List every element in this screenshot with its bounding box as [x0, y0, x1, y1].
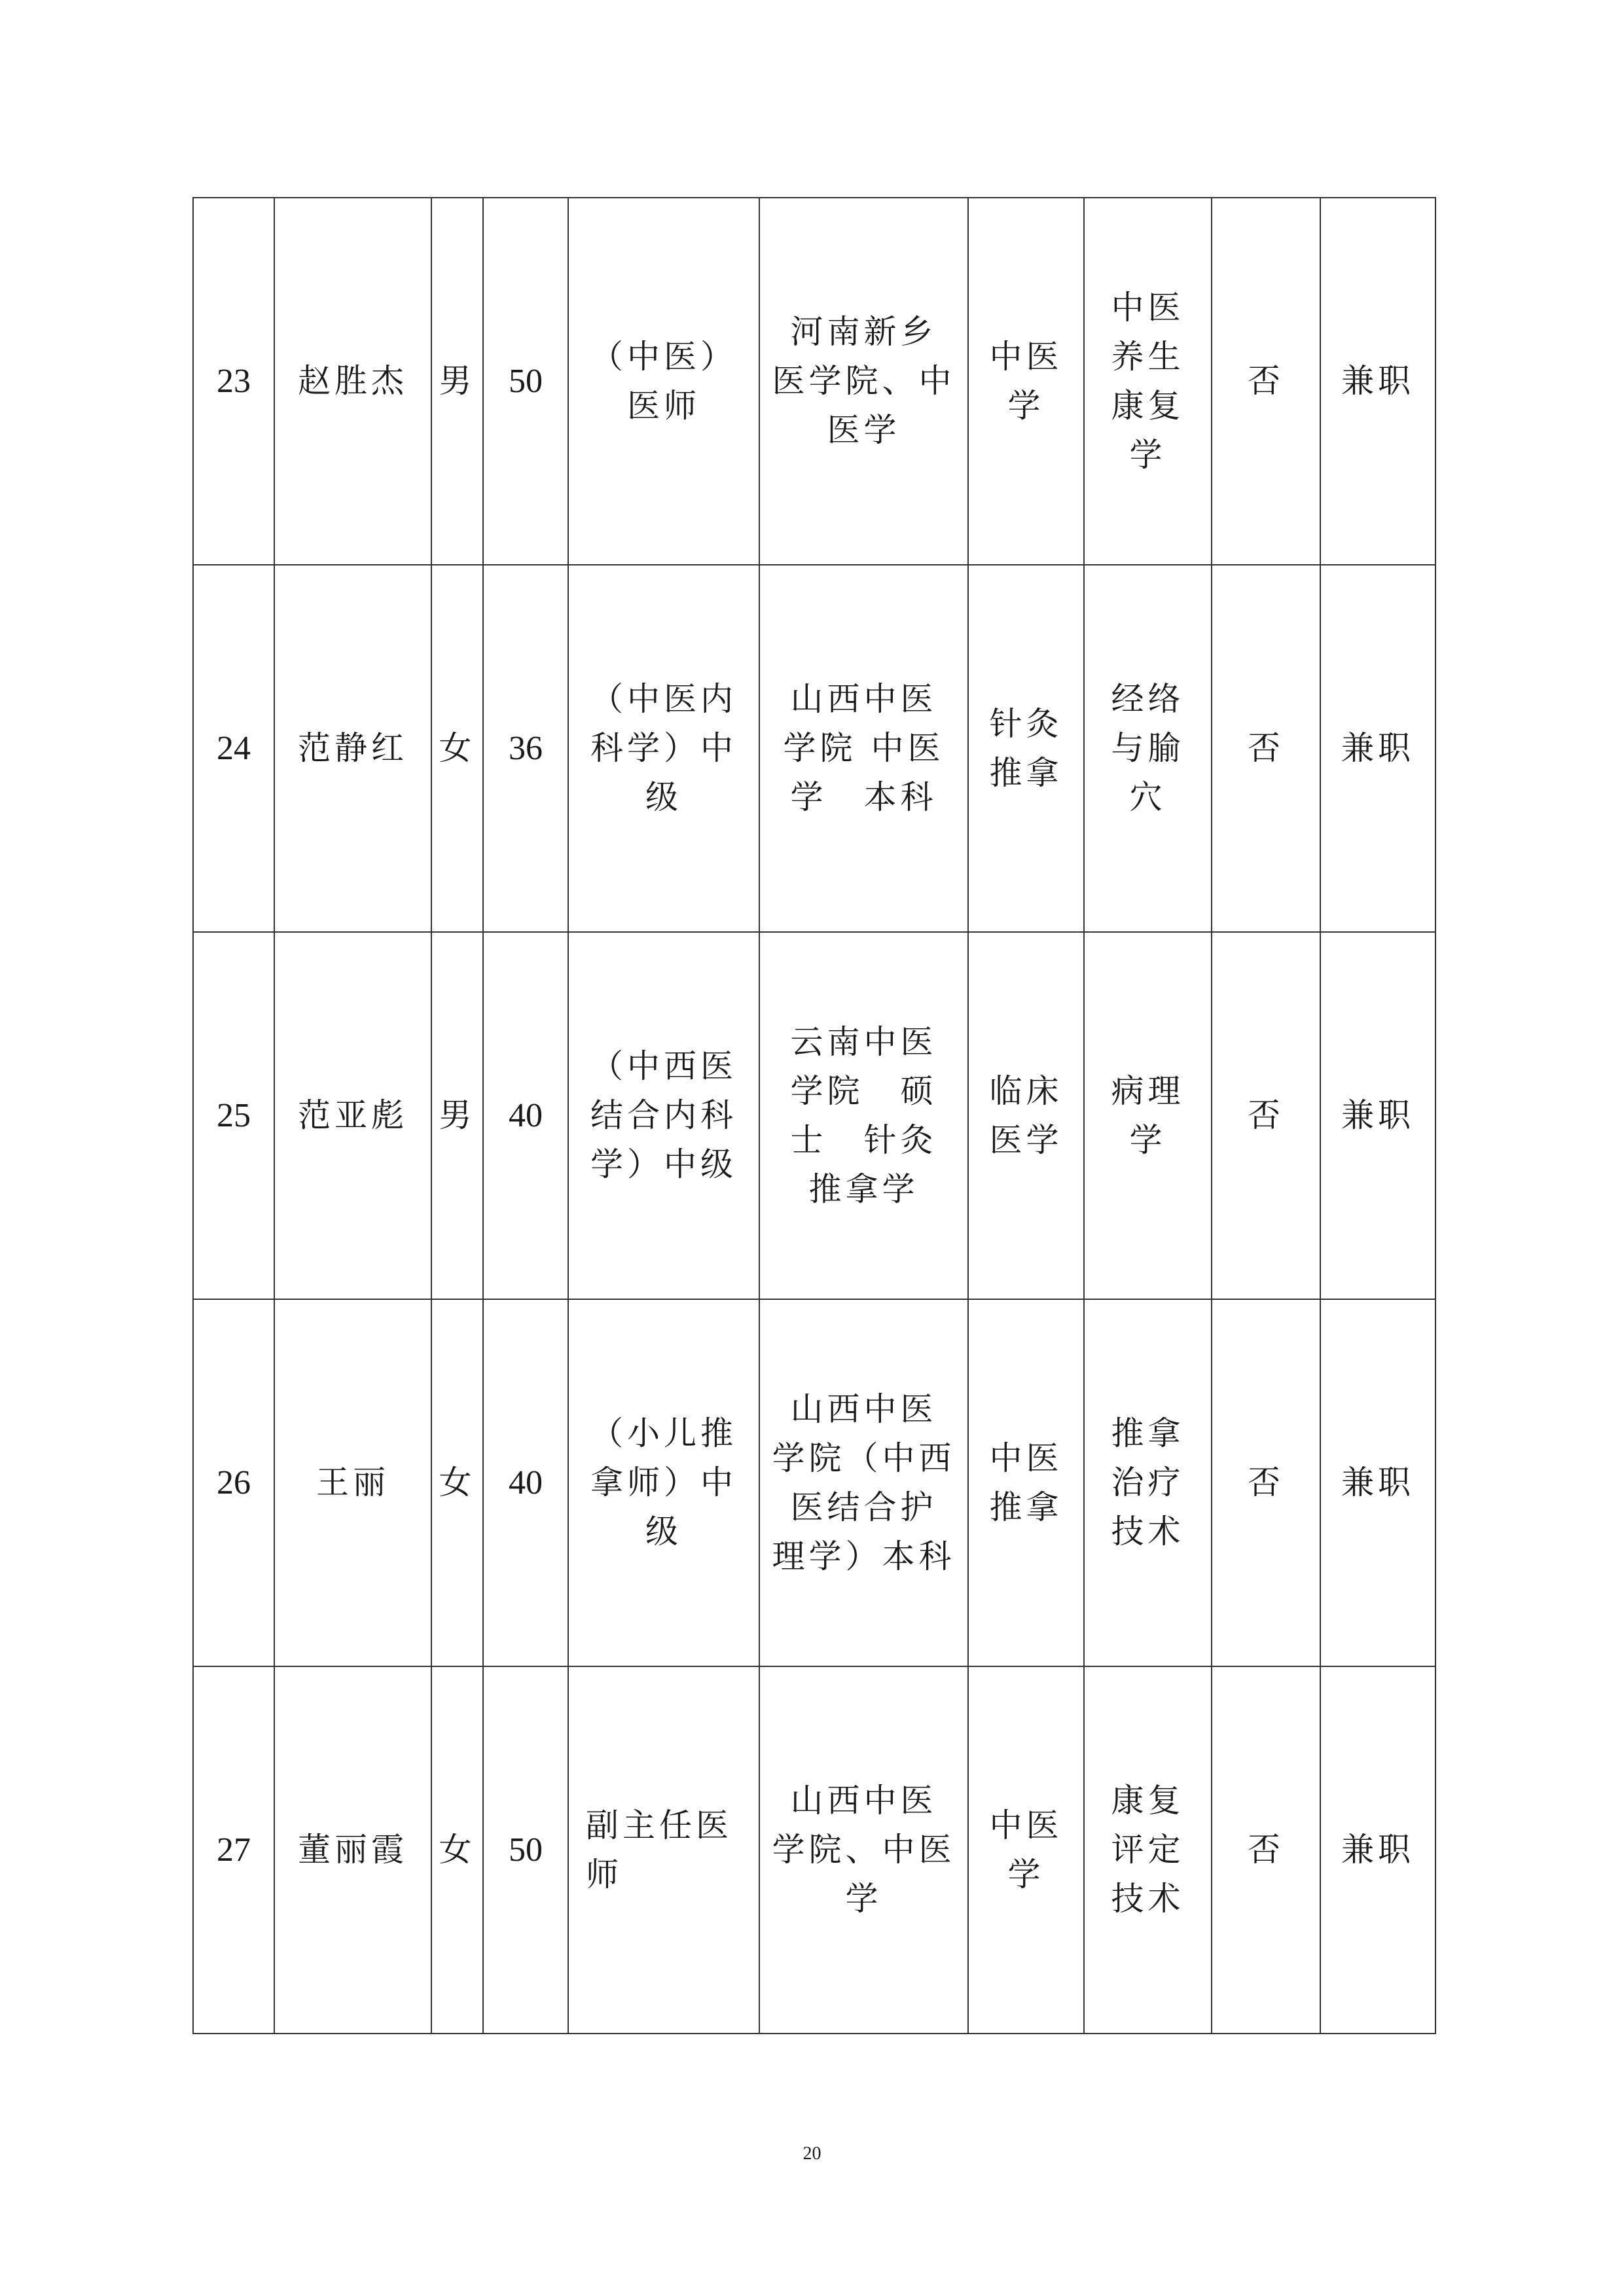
cell-course: 经络 与腧 穴	[1084, 565, 1212, 932]
cell-title: （中医内 科学）中 级	[568, 565, 759, 932]
cell-gender: 男	[431, 932, 483, 1299]
page-number: 20	[803, 2144, 821, 2164]
cell-title: （中医） 医师	[568, 198, 759, 565]
cell-major: 中医 学	[968, 198, 1084, 565]
cell-age: 50	[483, 198, 568, 565]
table-row	[193, 1299, 1435, 1666]
cell-employment: 兼职	[1320, 1299, 1435, 1666]
cell-course: 推拿 治疗 技术	[1084, 1299, 1212, 1666]
cell-education: 山西中医 学院 中医 学 本科	[759, 565, 968, 932]
cell-name: 赵胜杰	[274, 198, 431, 565]
cell-education: 河南新乡 医学院、中 医学	[759, 198, 968, 565]
cell-no: 24	[193, 565, 274, 932]
cell-employment: 兼职	[1320, 1666, 1435, 2034]
cell-education: 山西中医 学院（中西 医结合护 理学）本科	[759, 1299, 968, 1666]
table-row	[193, 932, 1435, 1299]
cell-major: 针灸 推拿	[968, 565, 1084, 932]
cell-no: 25	[193, 932, 274, 1299]
cell-name: 董丽霞	[274, 1666, 431, 2034]
cell-gender: 女	[431, 1666, 483, 2034]
table-row	[193, 198, 1435, 565]
table-row	[193, 565, 1435, 932]
cell-title: （小儿推 拿师）中 级	[568, 1299, 759, 1666]
cell-is-dual: 否	[1212, 932, 1320, 1299]
cell-education: 山西中医 学院、中医 学	[759, 1666, 968, 2034]
cell-age: 40	[483, 1299, 568, 1666]
cell-education: 云南中医 学院 硕 士 针灸 推拿学	[759, 932, 968, 1299]
cell-major: 中医 推拿	[968, 1299, 1084, 1666]
cell-major: 中医 学	[968, 1666, 1084, 2034]
cell-course: 康复 评定 技术	[1084, 1666, 1212, 2034]
cell-no: 26	[193, 1299, 274, 1666]
cell-major: 临床 医学	[968, 932, 1084, 1299]
cell-employment: 兼职	[1320, 198, 1435, 565]
table-row	[193, 1666, 1435, 2034]
cell-gender: 女	[431, 1299, 483, 1666]
cell-is-dual: 否	[1212, 198, 1320, 565]
cell-employment: 兼职	[1320, 932, 1435, 1299]
staff-table	[192, 197, 1436, 2034]
cell-is-dual: 否	[1212, 1299, 1320, 1666]
cell-is-dual: 否	[1212, 1666, 1320, 2034]
cell-title: （中西医 结合内科 学）中级	[568, 932, 759, 1299]
cell-age: 36	[483, 565, 568, 932]
cell-no: 27	[193, 1666, 274, 2034]
cell-course: 中医 养生 康复 学	[1084, 198, 1212, 565]
cell-age: 40	[483, 932, 568, 1299]
cell-course: 病理 学	[1084, 932, 1212, 1299]
cell-age: 50	[483, 1666, 568, 2034]
cell-gender: 女	[431, 565, 483, 932]
cell-name: 王丽	[274, 1299, 431, 1666]
cell-name: 范静红	[274, 565, 431, 932]
cell-title: 副主任医 师	[568, 1666, 759, 2034]
cell-is-dual: 否	[1212, 565, 1320, 932]
cell-name: 范亚彪	[274, 932, 431, 1299]
cell-employment: 兼职	[1320, 565, 1435, 932]
cell-gender: 男	[431, 198, 483, 565]
cell-no: 23	[193, 198, 274, 565]
